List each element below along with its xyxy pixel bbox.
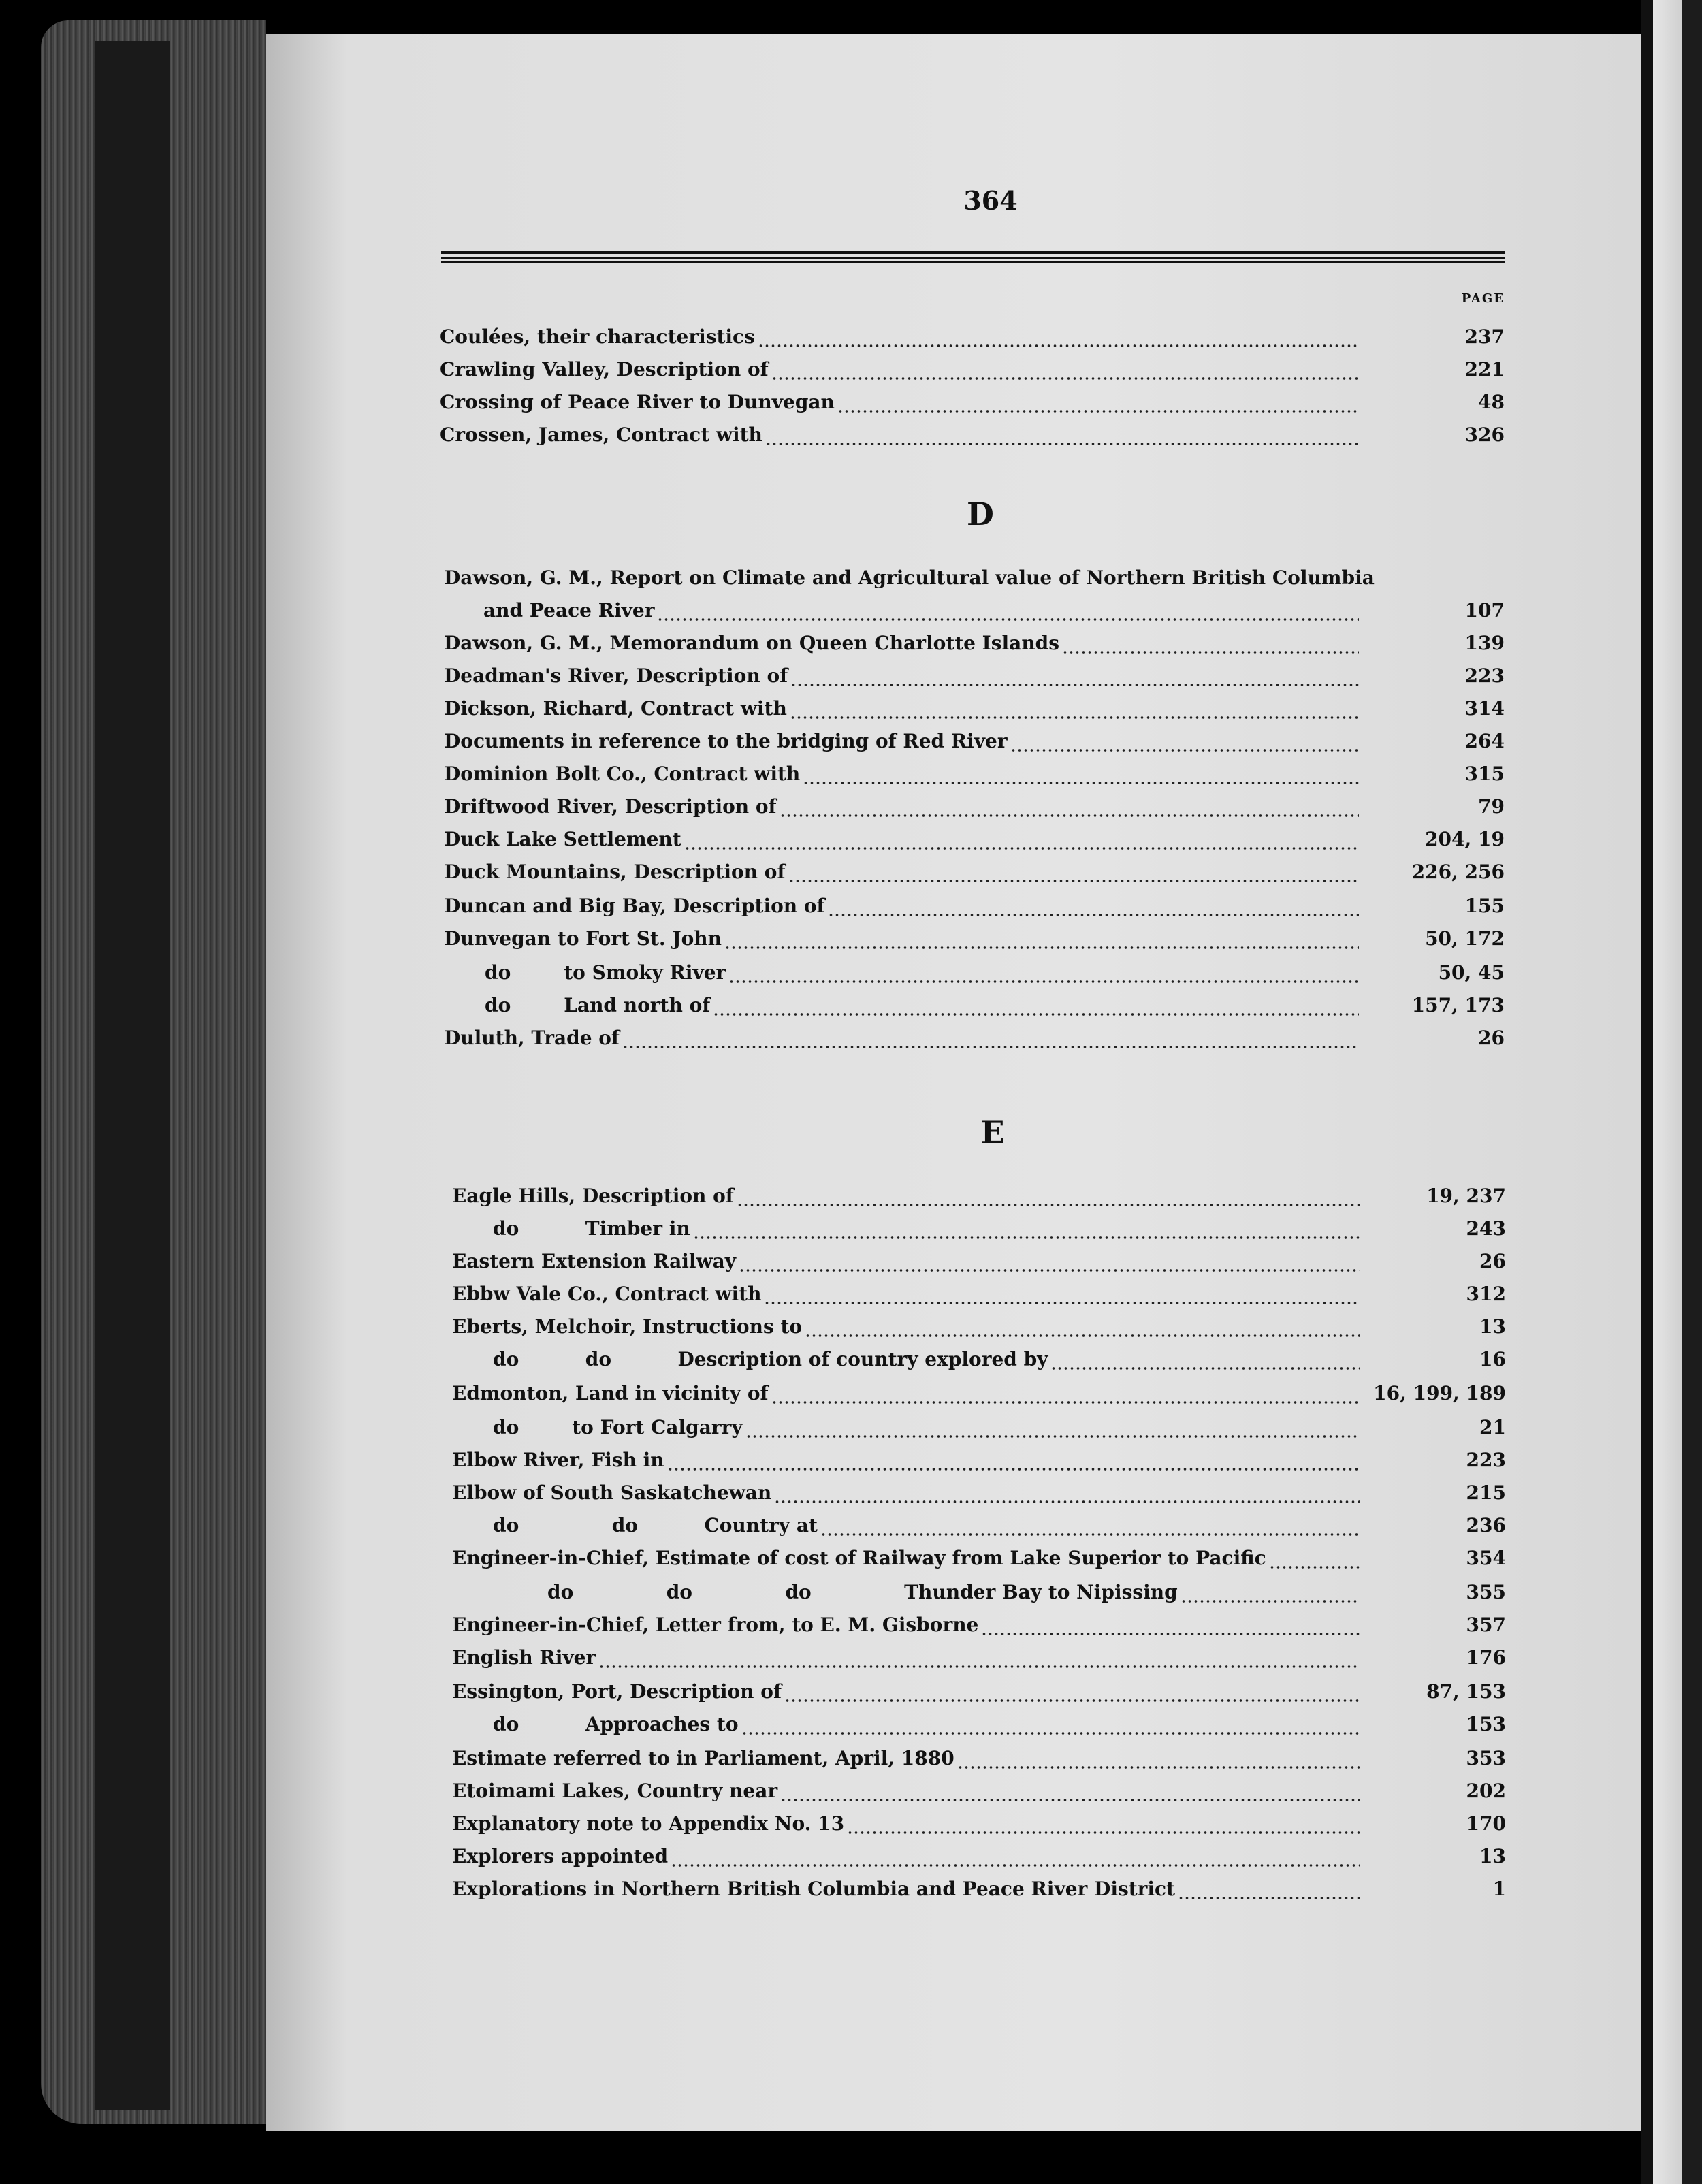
index-entry-pages: 139 bbox=[1464, 632, 1505, 654]
dot-leader bbox=[745, 1434, 1360, 1439]
index-entry-subject: Estimate referred to in Parliament, April, 1880 bbox=[452, 1747, 954, 1769]
index-entry-pages: 236 bbox=[1466, 1514, 1506, 1537]
page-column-header: PAGE bbox=[1461, 291, 1505, 306]
index-entry-subject: Duncan and Big Bay, Description of bbox=[444, 895, 825, 917]
index-entry bbox=[444, 961, 1505, 993]
index-entry bbox=[444, 795, 1505, 826]
index-entry-subject: English River bbox=[452, 1646, 596, 1669]
dot-leader bbox=[771, 376, 1359, 381]
dot-leader bbox=[847, 1830, 1360, 1835]
index-entry bbox=[444, 861, 1505, 892]
index-entry-subject: Explorations in Northern British Columbia and Peace River District bbox=[452, 1878, 1176, 1900]
dot-leader bbox=[790, 682, 1359, 688]
dot-leader bbox=[820, 1532, 1360, 1537]
index-entry-pages: 79 bbox=[1478, 795, 1505, 818]
dot-leader bbox=[741, 1731, 1360, 1736]
dot-leader bbox=[837, 408, 1359, 414]
index-entry bbox=[452, 1185, 1506, 1216]
dot-leader bbox=[728, 979, 1359, 984]
index-entry-pages: 16, 199, 189 bbox=[1373, 1382, 1506, 1404]
index-entry bbox=[452, 1780, 1506, 1811]
index-entry-subject: do do do Thunder Bay to Nipissing bbox=[547, 1581, 1178, 1603]
index-entry-subject: do do Country at bbox=[493, 1514, 818, 1537]
dot-leader bbox=[1181, 1599, 1360, 1604]
dot-leader bbox=[771, 1400, 1360, 1405]
index-entry-pages: 1 bbox=[1492, 1878, 1506, 1900]
index-entry bbox=[452, 1845, 1506, 1876]
index-entry-pages: 315 bbox=[1464, 762, 1505, 785]
index-entry bbox=[440, 391, 1505, 422]
index-entry bbox=[444, 994, 1505, 1025]
dot-leader bbox=[981, 1631, 1360, 1637]
index-entry-subject: do Timber in bbox=[493, 1217, 690, 1240]
index-entry bbox=[452, 1713, 1506, 1744]
index-entry-pages: 48 bbox=[1478, 391, 1505, 413]
index-entry bbox=[452, 1217, 1506, 1249]
index-entry-pages: 19, 237 bbox=[1426, 1185, 1506, 1207]
facing-page-edge bbox=[1641, 0, 1702, 2184]
index-entry-pages: 226, 256 bbox=[1411, 861, 1505, 883]
index-entry bbox=[444, 730, 1505, 761]
dot-leader bbox=[667, 1466, 1360, 1472]
dot-leader bbox=[713, 1012, 1359, 1017]
dot-leader bbox=[780, 813, 1359, 818]
index-entry-subject: Dawson, G. M., Memorandum on Queen Charlotte Islands bbox=[444, 632, 1060, 654]
index-entry-subject: Duluth, Trade of bbox=[444, 1027, 620, 1049]
dot-leader bbox=[765, 441, 1359, 447]
dot-leader bbox=[684, 846, 1359, 851]
index-entry-subject: Coulées, their characteristics bbox=[440, 325, 755, 348]
index-entry-subject: Dawson, G. M., Report on Climate and Agricultural value of Northern British Columbia bbox=[444, 566, 1375, 589]
index-entry-subject: Crossing of Peace River to Dunvegan bbox=[440, 391, 835, 413]
dot-leader bbox=[1062, 649, 1359, 655]
dot-leader bbox=[790, 715, 1359, 720]
header-rule-thick bbox=[441, 251, 1505, 254]
index-entry-subject: Explorers appointed bbox=[452, 1845, 669, 1867]
index-entry-subject: Explanatory note to Appendix No. 13 bbox=[452, 1812, 845, 1835]
dot-leader bbox=[1050, 1366, 1360, 1371]
index-entry-pages: 312 bbox=[1466, 1283, 1506, 1305]
dot-leader bbox=[803, 780, 1359, 786]
dot-leader bbox=[1269, 1564, 1360, 1570]
index-entry bbox=[444, 566, 1505, 598]
header-rule-thin-2 bbox=[441, 261, 1505, 263]
index-entry bbox=[452, 1250, 1506, 1281]
index-entry bbox=[444, 828, 1505, 859]
book-spine-shadow bbox=[95, 41, 170, 2110]
index-entry-subject: Duck Lake Settlement bbox=[444, 828, 681, 850]
index-entry-subject: Crossen, James, Contract with bbox=[440, 423, 762, 446]
index-entry-pages: 21 bbox=[1479, 1416, 1506, 1439]
index-entry bbox=[452, 1283, 1506, 1314]
index-entry-pages: 107 bbox=[1464, 599, 1505, 622]
index-entry-pages: 26 bbox=[1478, 1027, 1505, 1049]
index-entry-subject: Essington, Port, Description of bbox=[452, 1680, 782, 1703]
dot-leader bbox=[805, 1333, 1360, 1338]
dot-leader bbox=[957, 1765, 1360, 1770]
index-entry-pages: 353 bbox=[1466, 1747, 1506, 1769]
index-entry bbox=[452, 1348, 1506, 1379]
index-entry-pages: 170 bbox=[1466, 1812, 1506, 1835]
index-entry-subject: Driftwood River, Description of bbox=[444, 795, 777, 818]
index-entry bbox=[452, 1416, 1506, 1447]
index-entry-pages: 16 bbox=[1479, 1348, 1506, 1370]
index-entry bbox=[444, 927, 1505, 959]
index-entry-pages: 26 bbox=[1479, 1250, 1506, 1272]
index-entry bbox=[452, 1747, 1506, 1778]
index-entry bbox=[444, 895, 1505, 926]
index-entry bbox=[452, 1680, 1506, 1712]
index-entry-pages: 243 bbox=[1466, 1217, 1506, 1240]
page-number: 364 bbox=[963, 185, 1018, 216]
index-entry-subject: Elbow River, Fish in bbox=[452, 1449, 664, 1471]
index-entry-subject: Duck Mountains, Description of bbox=[444, 861, 786, 883]
dot-leader bbox=[739, 1268, 1360, 1273]
index-entry-pages: 204, 19 bbox=[1425, 828, 1505, 850]
index-entry-subject: Elbow of South Saskatchewan bbox=[452, 1481, 772, 1504]
index-entry bbox=[452, 1646, 1506, 1677]
index-entry-pages: 157, 173 bbox=[1411, 994, 1505, 1016]
dot-leader bbox=[1178, 1895, 1360, 1901]
dot-leader bbox=[788, 878, 1360, 884]
dot-leader bbox=[764, 1300, 1360, 1306]
index-entry bbox=[452, 1878, 1506, 1909]
index-entry-subject: Edmonton, Land in vicinity of bbox=[452, 1382, 769, 1404]
index-entry-subject: do to Fort Calgarry bbox=[493, 1416, 743, 1439]
index-entry-subject: do do Description of country explored by bbox=[493, 1348, 1048, 1370]
index-entry bbox=[444, 1027, 1505, 1058]
index-entry bbox=[452, 1613, 1506, 1645]
index-entry-pages: 202 bbox=[1466, 1780, 1506, 1802]
dot-leader bbox=[1010, 748, 1359, 753]
index-entry-subject: and Peace River bbox=[483, 599, 655, 622]
index-entry-subject: Etoimami Lakes, Country near bbox=[452, 1780, 778, 1802]
index-entry bbox=[452, 1812, 1506, 1844]
dot-leader bbox=[598, 1664, 1360, 1669]
index-entry-subject: Dunvegan to Fort St. John bbox=[444, 927, 722, 950]
section-letter-d: D bbox=[967, 496, 994, 532]
dot-leader bbox=[774, 1499, 1360, 1505]
index-entry bbox=[452, 1481, 1506, 1513]
dot-leader bbox=[622, 1044, 1359, 1050]
index-entry-pages: 326 bbox=[1464, 423, 1505, 446]
index-entry bbox=[440, 423, 1505, 455]
index-entry bbox=[444, 632, 1505, 663]
index-entry bbox=[444, 599, 1505, 630]
index-entry-pages: 355 bbox=[1466, 1581, 1506, 1603]
index-entry-pages: 314 bbox=[1464, 697, 1505, 720]
index-entry-subject: do Approaches to bbox=[493, 1713, 739, 1735]
index-entry-pages: 237 bbox=[1464, 325, 1505, 348]
index-entry-subject: Deadman's River, Description of bbox=[444, 664, 788, 687]
dot-leader bbox=[784, 1698, 1360, 1703]
index-entry-subject: Dickson, Richard, Contract with bbox=[444, 697, 787, 720]
index-entry-pages: 223 bbox=[1464, 664, 1505, 687]
index-entry-subject: Ebbw Vale Co., Contract with bbox=[452, 1283, 762, 1305]
index-entry-subject: Engineer-in-Chief, Letter from, to E. M. Gisborne bbox=[452, 1613, 979, 1636]
index-entry-pages: 153 bbox=[1466, 1713, 1506, 1735]
dot-leader bbox=[671, 1863, 1360, 1868]
index-entry-subject: Documents in reference to the bridging of Red River bbox=[444, 730, 1008, 752]
dot-leader bbox=[657, 617, 1359, 622]
index-entry-pages: 264 bbox=[1464, 730, 1505, 752]
index-entry bbox=[440, 358, 1505, 389]
index-entry bbox=[452, 1382, 1506, 1413]
index-entry-subject: Dominion Bolt Co., Contract with bbox=[444, 762, 801, 785]
index-entry-subject: Eberts, Melchoir, Instructions to bbox=[452, 1315, 803, 1338]
index-entry-pages: 13 bbox=[1479, 1845, 1506, 1867]
dot-leader bbox=[737, 1202, 1360, 1208]
index-entry-subject: Engineer-in-Chief, Estimate of cost of Railway from Lake Superior to Pacific bbox=[452, 1547, 1266, 1569]
index-entry bbox=[452, 1449, 1506, 1480]
index-entry-pages: 176 bbox=[1466, 1646, 1506, 1669]
index-entry bbox=[444, 697, 1505, 728]
index-entry-subject: do to Smoky River bbox=[485, 961, 726, 984]
index-entry-subject: Crawling Valley, Description of bbox=[440, 358, 769, 381]
header-rule-thin bbox=[441, 257, 1505, 259]
dot-leader bbox=[780, 1797, 1360, 1803]
dot-leader bbox=[693, 1235, 1360, 1240]
dot-leader bbox=[828, 912, 1359, 918]
index-entry bbox=[452, 1547, 1506, 1578]
index-entry-pages: 50, 45 bbox=[1438, 961, 1505, 984]
index-entry-pages: 357 bbox=[1466, 1613, 1506, 1636]
section-letter-e: E bbox=[980, 1114, 1005, 1151]
index-entry-pages: 155 bbox=[1464, 895, 1505, 917]
index-entry bbox=[452, 1315, 1506, 1347]
index-entry-pages: 221 bbox=[1464, 358, 1505, 381]
index-entry-subject: Eastern Extension Railway bbox=[452, 1250, 737, 1272]
index-entry-pages: 354 bbox=[1466, 1547, 1506, 1569]
index-entry-pages: 87, 153 bbox=[1426, 1680, 1506, 1703]
index-entry bbox=[452, 1514, 1506, 1545]
index-entry bbox=[452, 1581, 1506, 1612]
index-entry-pages: 50, 172 bbox=[1425, 927, 1505, 950]
index-entry bbox=[440, 325, 1505, 357]
dot-leader bbox=[758, 343, 1359, 349]
dot-leader bbox=[724, 945, 1359, 950]
index-entry-pages: 215 bbox=[1466, 1481, 1506, 1504]
index-entry-subject: do Land north of bbox=[485, 994, 711, 1016]
index-entry bbox=[444, 762, 1505, 794]
index-entry-pages: 13 bbox=[1479, 1315, 1506, 1338]
index-entry-pages: 223 bbox=[1466, 1449, 1506, 1471]
index-entry-subject: Eagle Hills, Description of bbox=[452, 1185, 734, 1207]
index-entry bbox=[444, 664, 1505, 696]
